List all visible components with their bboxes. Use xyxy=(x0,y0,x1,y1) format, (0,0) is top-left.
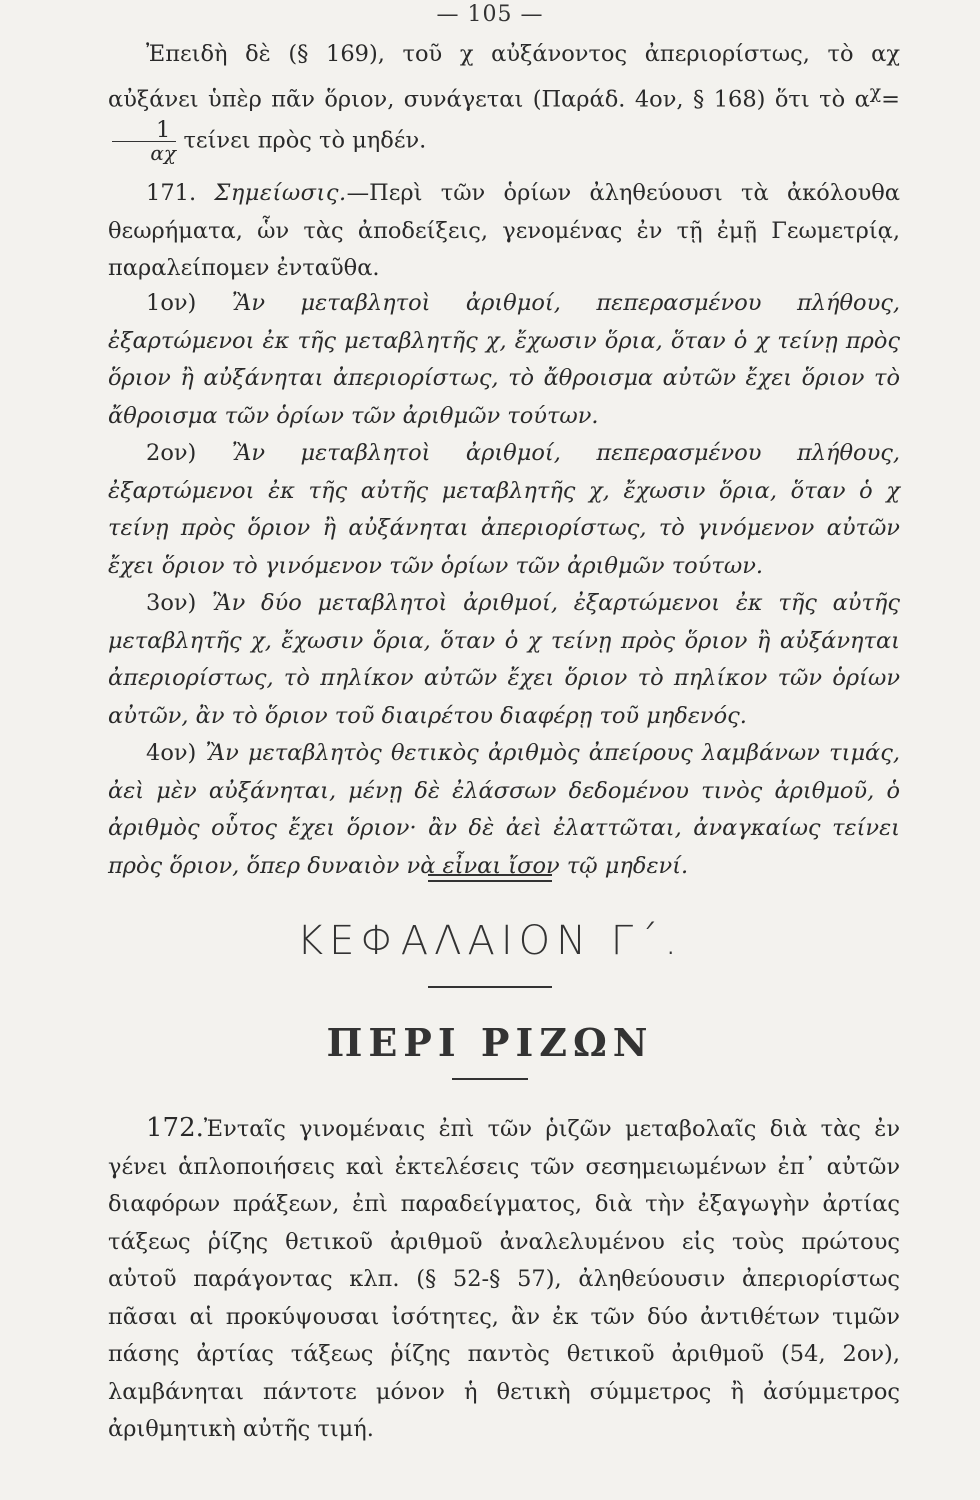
theorem-text: Ἂν μεταβλητὸς θετικὸς ἀριθμὸς ἀπείρους λαμβάνων τιμάς, ἀεὶ μὲν αὐξάνηται, μένῃ δὲ ἐλάσσων δεδομένου τινὸς ἀριθμοῦ, ὁ ἀριθμὸς οὗτος ἔχει ὅριον· ἂν δὲ ἀεὶ ἐλαττῶται, ἀναγκαίως τείνει πρὸς ὅριον, ὅπερ δυναιὸν νὰ εἶναι ἴσον τῷ μηδενί. xyxy=(108,740,901,879)
intro-line-2: αὐξάνει ὑπὲρ πᾶν ὅριον, συνάγεται (Παράδ. 4ον, § 168) ὅτι τὸ α xyxy=(108,86,870,112)
theorem-3 xyxy=(108,585,900,735)
double-rule-divider xyxy=(428,874,552,882)
theorem-label: 4ον) xyxy=(146,740,197,766)
intro-line-3: τείνει πρὸς τὸ μηδέν. xyxy=(183,127,427,153)
theorem-text: Ἂν μεταβλητοὶ ἀριθμοί, πεπερασμένου πλήθους, ἐξαρτώμενοι ἐκ τῆς μεταβλητῆς χ, ἔχωσιν ὅρια, ὅταν ὁ χ τείνῃ πρὸς ὅριον ἢ αὐξάνηται ἀπεριορίστως, τὸ ἄθροισμα αὐτῶν ἔχει ὅριον τὸ ἄθροισμα τῶν ὁρίων τῶν ἀριθμῶν τούτων. xyxy=(108,290,900,429)
rule-divider xyxy=(428,986,552,988)
fraction-numerator: 1 xyxy=(112,119,176,142)
section-number: 171. xyxy=(146,180,197,206)
theorem-list xyxy=(108,285,900,885)
chapter-subtitle: ΠΕΡΙ ΡΙΖΩΝ xyxy=(326,1020,654,1065)
theorem-label: 2ον) xyxy=(146,440,197,466)
theorem-2 xyxy=(108,435,900,585)
theorem-text: Ἂν μεταβλητοὶ ἀριθμοί, πεπερασμένου πλήθους, ἐξαρτώμενοι ἐκ τῆς αὐτῆς μεταβλητῆς χ, ἔχωσιν ὅρια, ὅταν ὁ χ τείνῃ πρὸς ὅριον ἢ αὐξάνηται ἀπεριορίστως, τὸ γινόμενον αὐτῶν ἔχει ὅριον τὸ γινόμενον τῶν ὁρίων τῶν ἀριθμῶν τούτων. xyxy=(108,440,900,579)
intro-line-1: Ἐπειδὴ δὲ (§ 169), τοῦ χ αὐξάνοντος ἀπεριορίστως, τὸ αχ xyxy=(146,41,900,67)
theorem-text: Ἂν δύο μεταβλητοὶ ἀριθμοί, ἐξαρτώμενοι ἐκ τῆς αὐτῆς μεταβλητῆς χ, ἔχωσιν ὅρια, ὅταν ὁ χ τείνῃ πρὸς ὅριον ἢ αὐξάνηται ἀπεριορίστως, τὸ πηλίκον αὐτῶν ἔχει ὅριον τὸ πηλίκον τῶν ὁρίων αὐτῶν, ἂν τὸ ὅριον τοῦ διαιρέτου διαφέρῃ τοῦ μηδενός. xyxy=(108,590,901,729)
theorem-label: 3ον) xyxy=(146,590,197,616)
intro-paragraph xyxy=(108,36,900,164)
short-rule-divider xyxy=(452,1078,528,1080)
equals-sign: = xyxy=(881,86,900,112)
section-number: 172. xyxy=(146,1113,204,1143)
section-heading: Σημείωσις. xyxy=(214,180,347,206)
theorem-label: 1ον) xyxy=(146,290,197,316)
theorem-1 xyxy=(108,285,900,435)
section-text: —Περὶ τῶν ὁρίων ἀληθεύουσι τὰ ἀκόλουθα θεωρήματα, ὧν τὰς ἀποδείξεις, γενομένας ἐν τῇ ἐμῇ Γεωμετρίᾳ, παραλείπομεν ἐνταῦθα. xyxy=(108,180,900,281)
page-number: — 105 — xyxy=(436,2,544,27)
fraction-denominator: αχ xyxy=(150,140,176,165)
section-text: Ἐνταῖς γινομέναις ἐπὶ τῶν ῥιζῶν μεταβολαῖς διὰ τὰς ἐν γένει ἁπλοποιήσεις καὶ ἐκτελέσεις τῶν σεσημειωμένων ἐπ᾽ αὐτῶν διαφόρων πράξεων, ἐπὶ παραδείγματος, διὰ τὴν ἐξαγωγὴν ἀρτίας τάξεως ῥίζης θετικοῦ ἀριθμοῦ ἀναλελυμένου εἰς τοὺς πρώτους αὐτοῦ παράγοντας κλπ. (§ 52-§ 57), ἀληθεύουσιν ἀπεριορίστως πᾶσαι αἱ προκύψουσαι ἰσότητες, ἂν ἐκ τῶν δύο ἀντιθέτων τιμῶν πάσης ἀρτίας τάξεως ῥίζης παντὸς θετικοῦ ἀριθμοῦ (54, 2ον), λαμβάνηται πάντοτε μόνον ἡ θετικὴ σύμμετρος ἢ ἀσύμμετρος ἀριθμητικὴ αὐτῆς τιμή. xyxy=(108,1116,900,1442)
exponent-x: χ xyxy=(869,81,882,103)
section-171 xyxy=(108,175,900,288)
theorem-4 xyxy=(108,735,900,885)
section-172 xyxy=(108,1110,900,1449)
chapter-title: ΚΕΦΑΛΑΙΟΝ Γ΄. xyxy=(296,918,684,964)
fraction xyxy=(112,116,176,165)
